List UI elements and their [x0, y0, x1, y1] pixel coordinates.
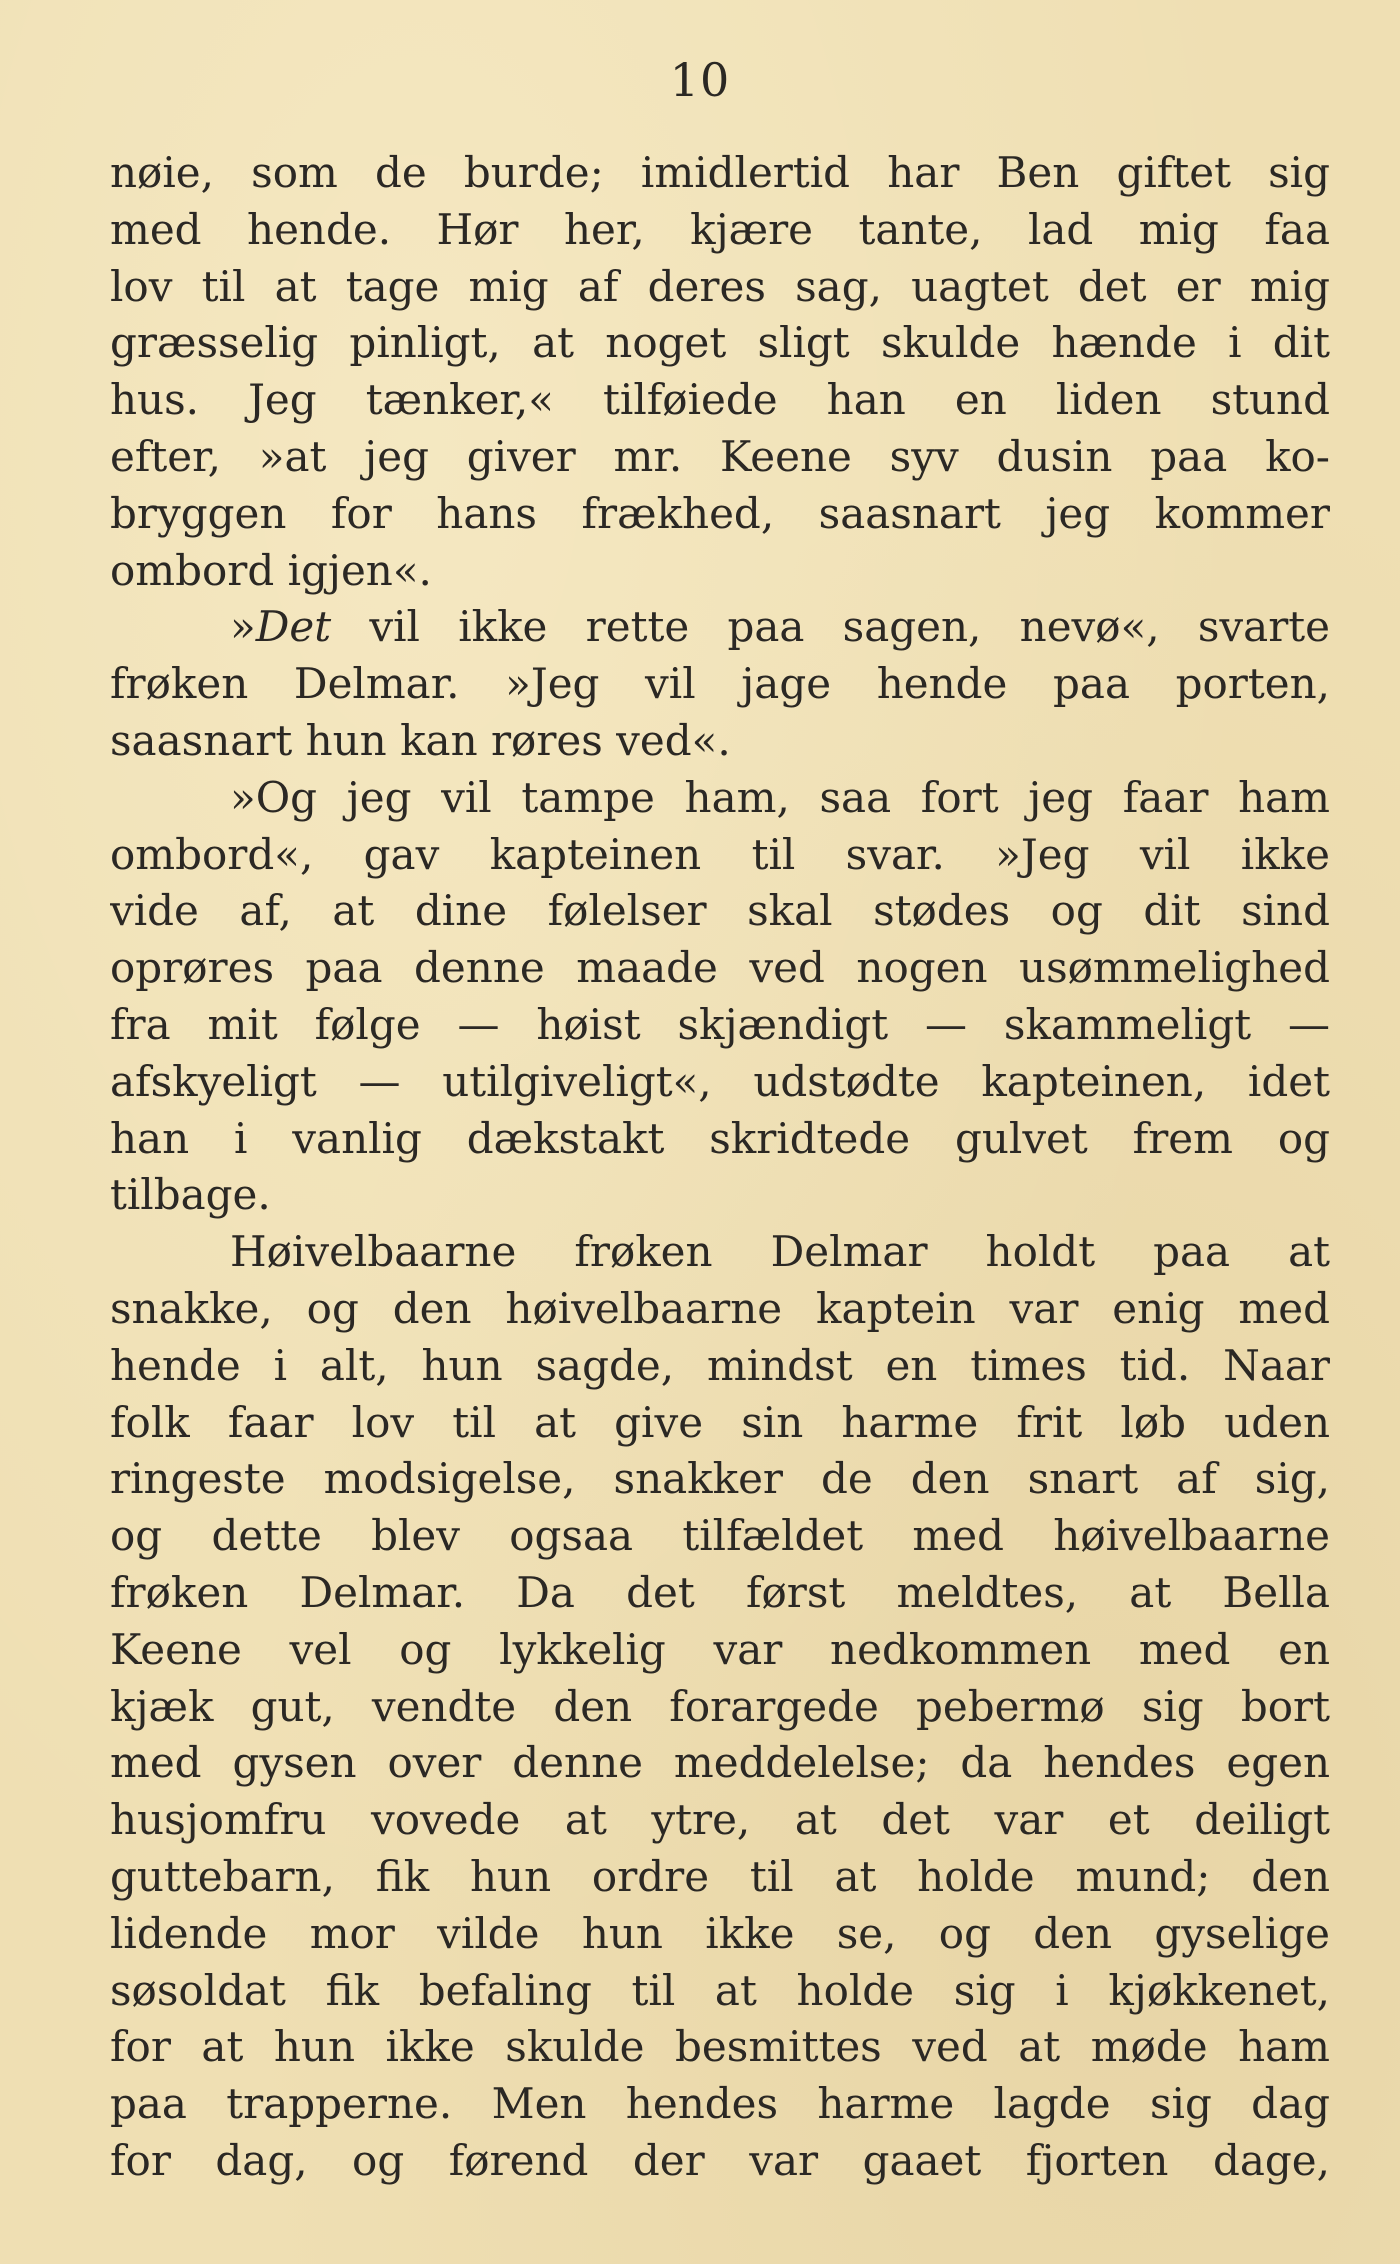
text-line: afskyeligt — utilgiveligt«, udstødte kapteinen, idet — [110, 1056, 1330, 1106]
text-line: for dag, og førend der var gaaet fjorten dage, — [110, 2135, 1330, 2185]
text-line: efter, »at jeg giver mr. Keene syv dusin paa ko- — [110, 431, 1330, 481]
text-line: guttebarn, fik hun ordre til at holde mund; den — [110, 1851, 1330, 1901]
text-line: for at hun ikke skulde besmittes ved at møde ham — [110, 2022, 1330, 2072]
quote-mark: » — [230, 602, 256, 652]
text-line — [110, 599, 1330, 656]
page-number: 10 — [669, 53, 731, 107]
text-line: bryggen for hans frækhed, saasnart jeg kommer — [110, 488, 1330, 538]
text-line: hus. Jeg tænker,« tilføiede han en liden stund — [110, 375, 1330, 425]
text-line: Keene vel og lykkelig var nedkommen med en — [110, 1624, 1330, 1674]
text-line: snakke, og den høivelbaarne kaptein var enig med — [110, 1283, 1330, 1333]
text-line: frøken Delmar. Da det først meldtes, at Bella — [110, 1567, 1330, 1617]
text-line: lidende mor vilde hun ikke se, og den gyselige — [110, 1908, 1330, 1958]
text-line: paa trapperne. Men hendes harme lagde sig dag — [110, 2079, 1330, 2129]
text-line: vide af, at dine følelser skal stødes og dit sind — [110, 886, 1330, 936]
body-text — [110, 145, 1330, 2190]
text-line: Høivelbaarne frøken Delmar holdt paa at — [230, 1227, 1330, 1277]
text-line: græsselig pinligt, at noget sligt skulde hænde i dit — [110, 318, 1330, 368]
text-line: »Og jeg vil tampe ham, saa fort jeg faar ham — [230, 772, 1330, 822]
text-line: ringeste modsigelse, snakker de den snart af sig, — [110, 1454, 1330, 1504]
text-line: søsoldat fik befaling til at holde sig i kjøkkenet, — [110, 1965, 1330, 2015]
text-line: frøken Delmar. »Jeg vil jage hende paa porten, — [110, 659, 1330, 709]
text-line: han i vanlig dækstakt skridtede gulvet frem og — [110, 1113, 1330, 1163]
text-line: folk faar lov til at give sin harme frit løb uden — [110, 1397, 1330, 1447]
text-line: hende i alt, hun sagde, mindst en times tid. Naar — [110, 1340, 1330, 1390]
text-line: husjomfru vovede at ytre, at det var et deiligt — [110, 1795, 1330, 1845]
line-rest: vil ikke rette paa sagen, nevø«, svarte — [331, 602, 1330, 652]
text-line: oprøres paa denne maade ved nogen usømmelighed — [110, 943, 1330, 993]
paragraph-end-line: saasnart hun kan røres ved«. — [110, 715, 731, 765]
text-line: nøie, som de burde; imidlertid har Ben giftet sig — [110, 148, 1330, 197]
text-line: og dette blev ogsaa tilfældet med høivelbaarne — [110, 1511, 1330, 1561]
text-line: kjæk gut, vendte den forargede pebermø sig bort — [110, 1681, 1330, 1731]
text-line: fra mit følge — høist skjændigt — skammeligt — — [110, 999, 1330, 1049]
paragraph-end-line: ombord igjen«. — [110, 545, 432, 595]
paragraph-end-line: tilbage. — [110, 1170, 271, 1220]
text-line: med gysen over denne meddelelse; da hendes egen — [110, 1738, 1330, 1788]
text-line: lov til at tage mig af deres sag, uagtet det er mig — [110, 261, 1330, 311]
italic-word: Det — [255, 602, 332, 652]
text-line: med hende. Hør her, kjære tante, lad mig faa — [110, 204, 1330, 254]
text-line: ombord«, gav kapteinen til svar. »Jeg vil ikke — [110, 829, 1330, 879]
